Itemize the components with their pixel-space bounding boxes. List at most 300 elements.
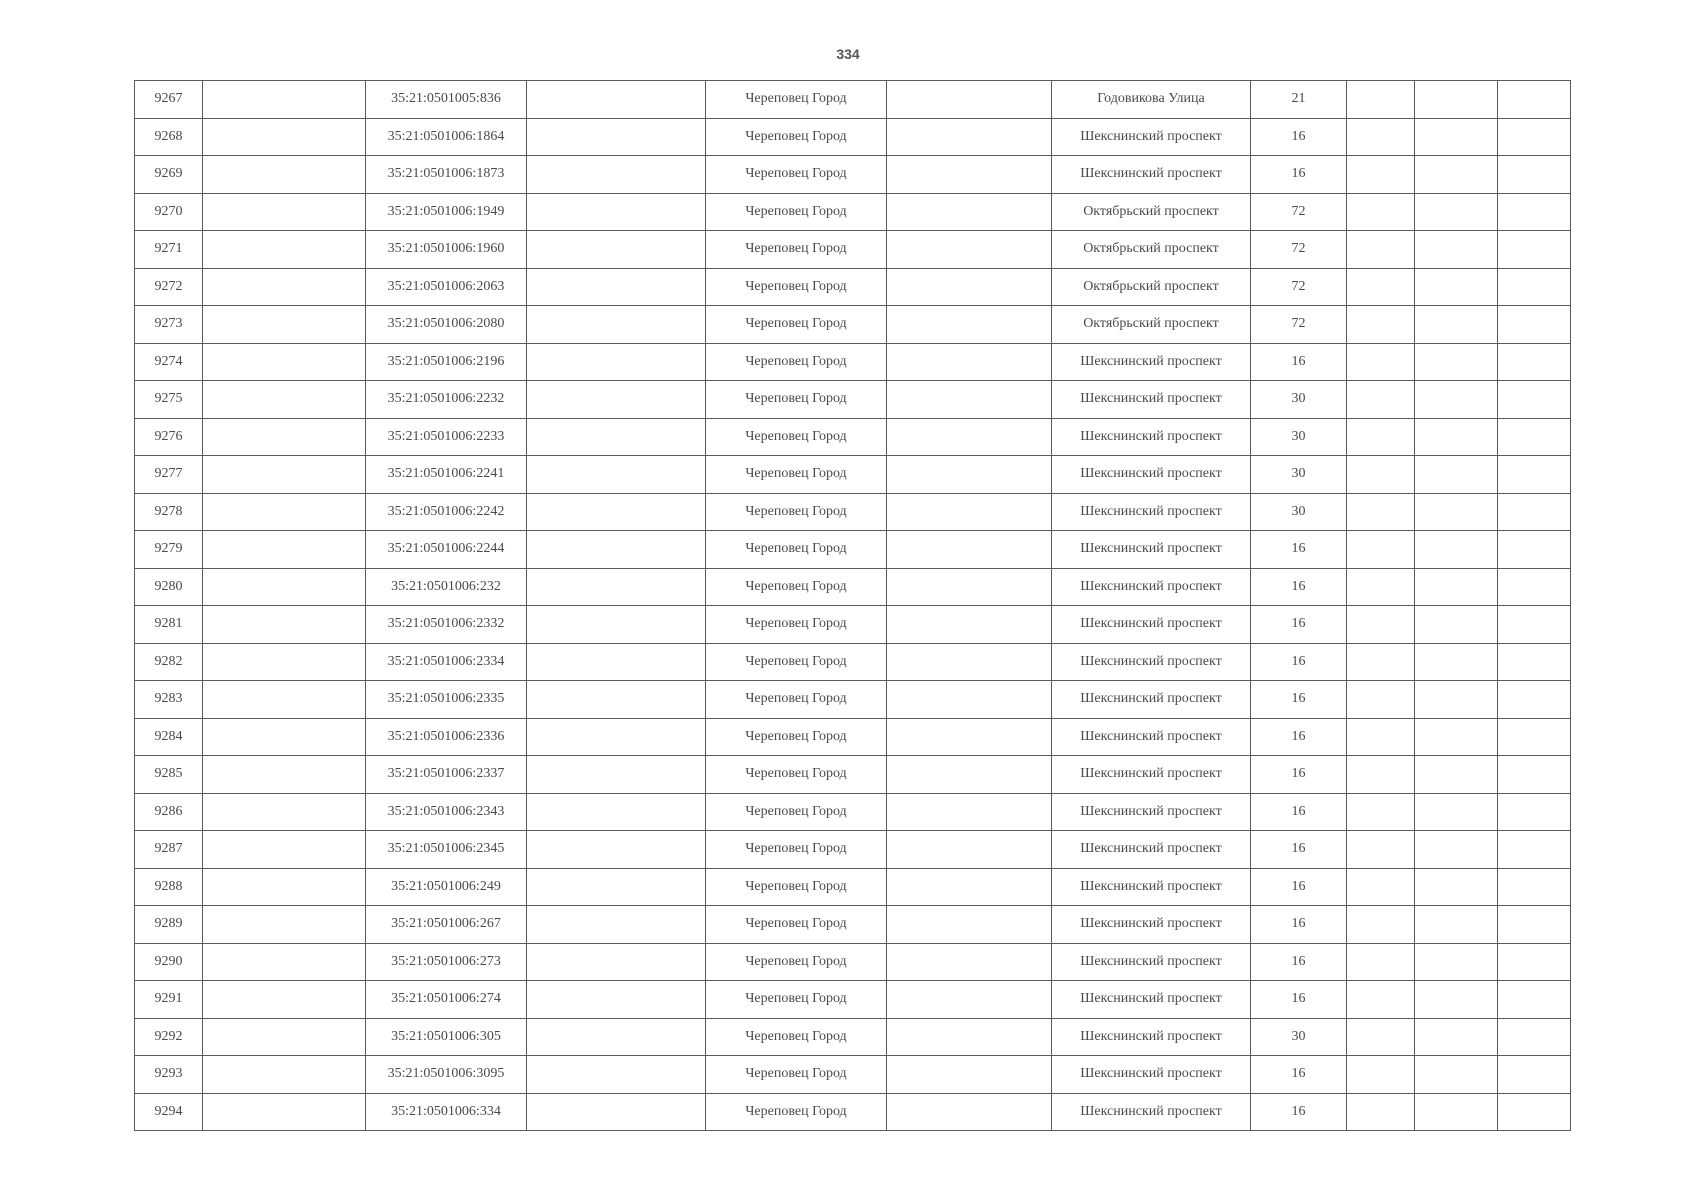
empty-cell — [1498, 681, 1571, 719]
empty-cell — [203, 681, 366, 719]
empty-cell — [887, 718, 1052, 756]
empty-cell — [527, 681, 706, 719]
city-cell: Череповец Город — [706, 943, 887, 981]
street-cell: Октябрьский проспект — [1052, 231, 1251, 269]
table-row — [135, 1018, 1571, 1056]
city-cell: Череповец Город — [706, 1056, 887, 1094]
city-cell: Череповец Город — [706, 268, 887, 306]
row-number-cell: 9279 — [135, 531, 203, 569]
empty-cell — [887, 981, 1052, 1019]
cadastral-number-cell: 35:21:0501006:1873 — [366, 156, 527, 194]
empty-cell — [527, 831, 706, 869]
row-number-cell: 9287 — [135, 831, 203, 869]
city-cell: Череповец Город — [706, 756, 887, 794]
empty-cell — [203, 831, 366, 869]
house-number-cell: 16 — [1251, 868, 1347, 906]
cadastral-number-cell: 35:21:0501006:2080 — [366, 306, 527, 344]
house-number-cell: 30 — [1251, 1018, 1347, 1056]
row-number-cell: 9277 — [135, 456, 203, 494]
cadastral-number-cell: 35:21:0501006:2336 — [366, 718, 527, 756]
empty-cell — [1498, 756, 1571, 794]
row-number-cell: 9272 — [135, 268, 203, 306]
city-cell: Череповец Город — [706, 156, 887, 194]
empty-cell — [1498, 718, 1571, 756]
city-cell: Череповец Город — [706, 493, 887, 531]
empty-cell — [203, 793, 366, 831]
table-row — [135, 231, 1571, 269]
row-number-cell: 9285 — [135, 756, 203, 794]
street-cell: Шекснинский проспект — [1052, 793, 1251, 831]
house-number-cell: 16 — [1251, 943, 1347, 981]
cadastral-number-cell: 35:21:0501006:2337 — [366, 756, 527, 794]
empty-cell — [887, 81, 1052, 119]
empty-cell — [527, 868, 706, 906]
empty-cell — [1347, 718, 1415, 756]
empty-cell — [1347, 906, 1415, 944]
table-row — [135, 456, 1571, 494]
street-cell: Шекснинский проспект — [1052, 1018, 1251, 1056]
house-number-cell: 21 — [1251, 81, 1347, 119]
street-cell: Шекснинский проспект — [1052, 343, 1251, 381]
empty-cell — [1415, 81, 1498, 119]
empty-cell — [1347, 193, 1415, 231]
city-cell: Череповец Город — [706, 831, 887, 869]
empty-cell — [1415, 831, 1498, 869]
empty-cell — [1415, 1056, 1498, 1094]
empty-cell — [1347, 81, 1415, 119]
empty-cell — [1347, 868, 1415, 906]
house-number-cell: 16 — [1251, 643, 1347, 681]
empty-cell — [1415, 456, 1498, 494]
row-number-cell: 9283 — [135, 681, 203, 719]
empty-cell — [203, 268, 366, 306]
empty-cell — [527, 943, 706, 981]
empty-cell — [887, 381, 1052, 419]
table-row — [135, 268, 1571, 306]
empty-cell — [527, 418, 706, 456]
empty-cell — [1415, 268, 1498, 306]
house-number-cell: 16 — [1251, 831, 1347, 869]
house-number-cell: 72 — [1251, 268, 1347, 306]
empty-cell — [1415, 906, 1498, 944]
city-cell: Череповец Город — [706, 456, 887, 494]
empty-cell — [203, 343, 366, 381]
empty-cell — [203, 756, 366, 794]
empty-cell — [203, 981, 366, 1019]
empty-cell — [1347, 568, 1415, 606]
empty-cell — [203, 868, 366, 906]
house-number-cell: 16 — [1251, 343, 1347, 381]
empty-cell — [887, 831, 1052, 869]
row-number-cell: 9270 — [135, 193, 203, 231]
empty-cell — [1415, 531, 1498, 569]
row-number-cell: 9290 — [135, 943, 203, 981]
empty-cell — [1498, 606, 1571, 644]
empty-cell — [887, 156, 1052, 194]
empty-cell — [1498, 268, 1571, 306]
city-cell: Череповец Город — [706, 868, 887, 906]
empty-cell — [527, 718, 706, 756]
street-cell: Шекснинский проспект — [1052, 681, 1251, 719]
house-number-cell: 16 — [1251, 531, 1347, 569]
street-cell: Шекснинский проспект — [1052, 906, 1251, 944]
empty-cell — [203, 193, 366, 231]
house-number-cell: 30 — [1251, 456, 1347, 494]
registry-table-body — [135, 81, 1571, 1131]
empty-cell — [527, 306, 706, 344]
city-cell: Череповец Город — [706, 906, 887, 944]
empty-cell — [527, 906, 706, 944]
row-number-cell: 9286 — [135, 793, 203, 831]
empty-cell — [527, 1018, 706, 1056]
street-cell: Шекснинский проспект — [1052, 568, 1251, 606]
city-cell: Череповец Город — [706, 306, 887, 344]
empty-cell — [1347, 793, 1415, 831]
city-cell: Череповец Город — [706, 231, 887, 269]
empty-cell — [203, 643, 366, 681]
empty-cell — [1347, 756, 1415, 794]
row-number-cell: 9289 — [135, 906, 203, 944]
empty-cell — [887, 531, 1052, 569]
empty-cell — [1415, 156, 1498, 194]
empty-cell — [1415, 381, 1498, 419]
city-cell: Череповец Город — [706, 718, 887, 756]
empty-cell — [887, 1093, 1052, 1131]
city-cell: Череповец Город — [706, 81, 887, 119]
table-row — [135, 981, 1571, 1019]
cadastral-number-cell: 35:21:0501006:3095 — [366, 1056, 527, 1094]
street-cell: Октябрьский проспект — [1052, 306, 1251, 344]
empty-cell — [1347, 456, 1415, 494]
street-cell: Шекснинский проспект — [1052, 381, 1251, 419]
empty-cell — [527, 756, 706, 794]
empty-cell — [527, 531, 706, 569]
empty-cell — [527, 793, 706, 831]
empty-cell — [887, 343, 1052, 381]
city-cell: Череповец Город — [706, 193, 887, 231]
cadastral-number-cell: 35:21:0501006:232 — [366, 568, 527, 606]
empty-cell — [1498, 418, 1571, 456]
empty-cell — [203, 906, 366, 944]
street-cell: Шекснинский проспект — [1052, 718, 1251, 756]
empty-cell — [203, 418, 366, 456]
street-cell: Октябрьский проспект — [1052, 268, 1251, 306]
empty-cell — [1498, 193, 1571, 231]
table-row — [135, 1056, 1571, 1094]
house-number-cell: 16 — [1251, 118, 1347, 156]
empty-cell — [1347, 981, 1415, 1019]
row-number-cell: 9288 — [135, 868, 203, 906]
table-row — [135, 493, 1571, 531]
city-cell: Череповец Город — [706, 343, 887, 381]
row-number-cell: 9269 — [135, 156, 203, 194]
empty-cell — [887, 1018, 1052, 1056]
cadastral-number-cell: 35:21:0501006:274 — [366, 981, 527, 1019]
empty-cell — [203, 1056, 366, 1094]
house-number-cell: 16 — [1251, 906, 1347, 944]
street-cell: Шекснинский проспект — [1052, 1093, 1251, 1131]
table-row — [135, 606, 1571, 644]
table-row — [135, 906, 1571, 944]
empty-cell — [203, 118, 366, 156]
empty-cell — [203, 156, 366, 194]
street-cell: Шекснинский проспект — [1052, 118, 1251, 156]
empty-cell — [887, 643, 1052, 681]
cadastral-number-cell: 35:21:0501006:2241 — [366, 456, 527, 494]
city-cell: Череповец Город — [706, 118, 887, 156]
cadastral-number-cell: 35:21:0501006:2232 — [366, 381, 527, 419]
empty-cell — [1498, 1093, 1571, 1131]
empty-cell — [1347, 681, 1415, 719]
cadastral-number-cell: 35:21:0501006:267 — [366, 906, 527, 944]
empty-cell — [1415, 981, 1498, 1019]
empty-cell — [1347, 418, 1415, 456]
empty-cell — [203, 381, 366, 419]
empty-cell — [887, 493, 1052, 531]
cadastral-number-cell: 35:21:0501006:249 — [366, 868, 527, 906]
city-cell: Череповец Город — [706, 381, 887, 419]
empty-cell — [1347, 268, 1415, 306]
house-number-cell: 16 — [1251, 718, 1347, 756]
empty-cell — [1347, 531, 1415, 569]
empty-cell — [203, 1093, 366, 1131]
row-number-cell: 9267 — [135, 81, 203, 119]
empty-cell — [1498, 831, 1571, 869]
registry-table — [134, 80, 1571, 1131]
empty-cell — [1415, 718, 1498, 756]
table-row — [135, 156, 1571, 194]
empty-cell — [887, 231, 1052, 269]
empty-cell — [1347, 231, 1415, 269]
empty-cell — [1498, 906, 1571, 944]
empty-cell — [1415, 493, 1498, 531]
row-number-cell: 9275 — [135, 381, 203, 419]
empty-cell — [527, 156, 706, 194]
empty-cell — [887, 681, 1052, 719]
empty-cell — [1498, 981, 1571, 1019]
city-cell: Череповец Город — [706, 681, 887, 719]
cadastral-number-cell: 35:21:0501006:273 — [366, 943, 527, 981]
empty-cell — [1415, 756, 1498, 794]
cadastral-number-cell: 35:21:0501006:2332 — [366, 606, 527, 644]
empty-cell — [1498, 1056, 1571, 1094]
empty-cell — [887, 193, 1052, 231]
cadastral-number-cell: 35:21:0501006:2335 — [366, 681, 527, 719]
table-row — [135, 756, 1571, 794]
table-row — [135, 81, 1571, 119]
street-cell: Шекснинский проспект — [1052, 756, 1251, 794]
city-cell: Череповец Город — [706, 1018, 887, 1056]
empty-cell — [1498, 343, 1571, 381]
row-number-cell: 9276 — [135, 418, 203, 456]
cadastral-number-cell: 35:21:0501006:1949 — [366, 193, 527, 231]
table-row — [135, 793, 1571, 831]
house-number-cell: 72 — [1251, 231, 1347, 269]
empty-cell — [1415, 606, 1498, 644]
empty-cell — [1347, 493, 1415, 531]
table-row — [135, 418, 1571, 456]
table-row — [135, 681, 1571, 719]
street-cell: Шекснинский проспект — [1052, 531, 1251, 569]
city-cell: Череповец Город — [706, 568, 887, 606]
street-cell: Октябрьский проспект — [1052, 193, 1251, 231]
cadastral-number-cell: 35:21:0501006:2242 — [366, 493, 527, 531]
cadastral-number-cell: 35:21:0501006:2244 — [366, 531, 527, 569]
cadastral-number-cell: 35:21:0501006:1864 — [366, 118, 527, 156]
empty-cell — [1415, 943, 1498, 981]
table-row — [135, 868, 1571, 906]
empty-cell — [887, 793, 1052, 831]
empty-cell — [527, 343, 706, 381]
cadastral-number-cell: 35:21:0501006:2343 — [366, 793, 527, 831]
empty-cell — [887, 118, 1052, 156]
cadastral-number-cell: 35:21:0501006:2233 — [366, 418, 527, 456]
empty-cell — [1415, 118, 1498, 156]
empty-cell — [887, 418, 1052, 456]
row-number-cell: 9278 — [135, 493, 203, 531]
empty-cell — [1415, 1018, 1498, 1056]
city-cell: Череповец Город — [706, 418, 887, 456]
empty-cell — [1347, 306, 1415, 344]
street-cell: Годовикова Улица — [1052, 81, 1251, 119]
empty-cell — [1347, 156, 1415, 194]
empty-cell — [203, 456, 366, 494]
table-row — [135, 831, 1571, 869]
cadastral-number-cell: 35:21:0501006:2196 — [366, 343, 527, 381]
empty-cell — [887, 756, 1052, 794]
street-cell: Шекснинский проспект — [1052, 643, 1251, 681]
street-cell: Шекснинский проспект — [1052, 943, 1251, 981]
empty-cell — [527, 1093, 706, 1131]
street-cell: Шекснинский проспект — [1052, 418, 1251, 456]
empty-cell — [1498, 868, 1571, 906]
empty-cell — [203, 1018, 366, 1056]
house-number-cell: 16 — [1251, 1093, 1347, 1131]
row-number-cell: 9291 — [135, 981, 203, 1019]
row-number-cell: 9282 — [135, 643, 203, 681]
table-row — [135, 531, 1571, 569]
city-cell: Череповец Город — [706, 643, 887, 681]
empty-cell — [887, 456, 1052, 494]
empty-cell — [887, 943, 1052, 981]
empty-cell — [1498, 1018, 1571, 1056]
empty-cell — [1347, 1018, 1415, 1056]
empty-cell — [1498, 643, 1571, 681]
table-row — [135, 343, 1571, 381]
empty-cell — [203, 531, 366, 569]
empty-cell — [1498, 118, 1571, 156]
house-number-cell: 16 — [1251, 981, 1347, 1019]
empty-cell — [1415, 868, 1498, 906]
empty-cell — [887, 1056, 1052, 1094]
empty-cell — [203, 606, 366, 644]
row-number-cell: 9271 — [135, 231, 203, 269]
city-cell: Череповец Город — [706, 1093, 887, 1131]
street-cell: Шекснинский проспект — [1052, 456, 1251, 494]
empty-cell — [1415, 1093, 1498, 1131]
empty-cell — [1415, 681, 1498, 719]
empty-cell — [1415, 643, 1498, 681]
table-row — [135, 306, 1571, 344]
empty-cell — [1347, 1056, 1415, 1094]
house-number-cell: 16 — [1251, 681, 1347, 719]
house-number-cell: 30 — [1251, 418, 1347, 456]
empty-cell — [887, 268, 1052, 306]
empty-cell — [1415, 231, 1498, 269]
empty-cell — [1498, 231, 1571, 269]
house-number-cell: 16 — [1251, 568, 1347, 606]
cadastral-number-cell: 35:21:0501006:2345 — [366, 831, 527, 869]
table-row — [135, 118, 1571, 156]
table-row — [135, 943, 1571, 981]
row-number-cell: 9281 — [135, 606, 203, 644]
empty-cell — [1498, 156, 1571, 194]
table-row — [135, 381, 1571, 419]
empty-cell — [203, 493, 366, 531]
empty-cell — [527, 981, 706, 1019]
empty-cell — [1498, 381, 1571, 419]
empty-cell — [527, 1056, 706, 1094]
street-cell: Шекснинский проспект — [1052, 831, 1251, 869]
empty-cell — [203, 231, 366, 269]
city-cell: Череповец Город — [706, 531, 887, 569]
house-number-cell: 16 — [1251, 756, 1347, 794]
empty-cell — [1498, 81, 1571, 119]
cadastral-number-cell: 35:21:0501005:836 — [366, 81, 527, 119]
row-number-cell: 9284 — [135, 718, 203, 756]
house-number-cell: 16 — [1251, 793, 1347, 831]
row-number-cell: 9293 — [135, 1056, 203, 1094]
street-cell: Шекснинский проспект — [1052, 868, 1251, 906]
cadastral-number-cell: 35:21:0501006:334 — [366, 1093, 527, 1131]
cadastral-number-cell: 35:21:0501006:2334 — [366, 643, 527, 681]
empty-cell — [527, 268, 706, 306]
empty-cell — [1415, 193, 1498, 231]
empty-cell — [1498, 456, 1571, 494]
empty-cell — [1347, 343, 1415, 381]
empty-cell — [527, 118, 706, 156]
empty-cell — [1415, 343, 1498, 381]
row-number-cell: 9268 — [135, 118, 203, 156]
cadastral-number-cell: 35:21:0501006:1960 — [366, 231, 527, 269]
house-number-cell: 72 — [1251, 193, 1347, 231]
empty-cell — [1415, 793, 1498, 831]
house-number-cell: 16 — [1251, 606, 1347, 644]
street-cell: Шекснинский проспект — [1052, 156, 1251, 194]
house-number-cell: 16 — [1251, 156, 1347, 194]
empty-cell — [527, 81, 706, 119]
empty-cell — [1498, 531, 1571, 569]
city-cell: Череповец Город — [706, 606, 887, 644]
empty-cell — [1498, 568, 1571, 606]
table-row — [135, 193, 1571, 231]
empty-cell — [203, 718, 366, 756]
row-number-cell: 9292 — [135, 1018, 203, 1056]
table-row — [135, 1093, 1571, 1131]
empty-cell — [1347, 831, 1415, 869]
empty-cell — [203, 568, 366, 606]
empty-cell — [527, 643, 706, 681]
empty-cell — [527, 456, 706, 494]
house-number-cell: 30 — [1251, 381, 1347, 419]
empty-cell — [1498, 306, 1571, 344]
house-number-cell: 72 — [1251, 306, 1347, 344]
empty-cell — [1498, 943, 1571, 981]
empty-cell — [1347, 1093, 1415, 1131]
empty-cell — [1498, 793, 1571, 831]
empty-cell — [887, 306, 1052, 344]
empty-cell — [1347, 643, 1415, 681]
